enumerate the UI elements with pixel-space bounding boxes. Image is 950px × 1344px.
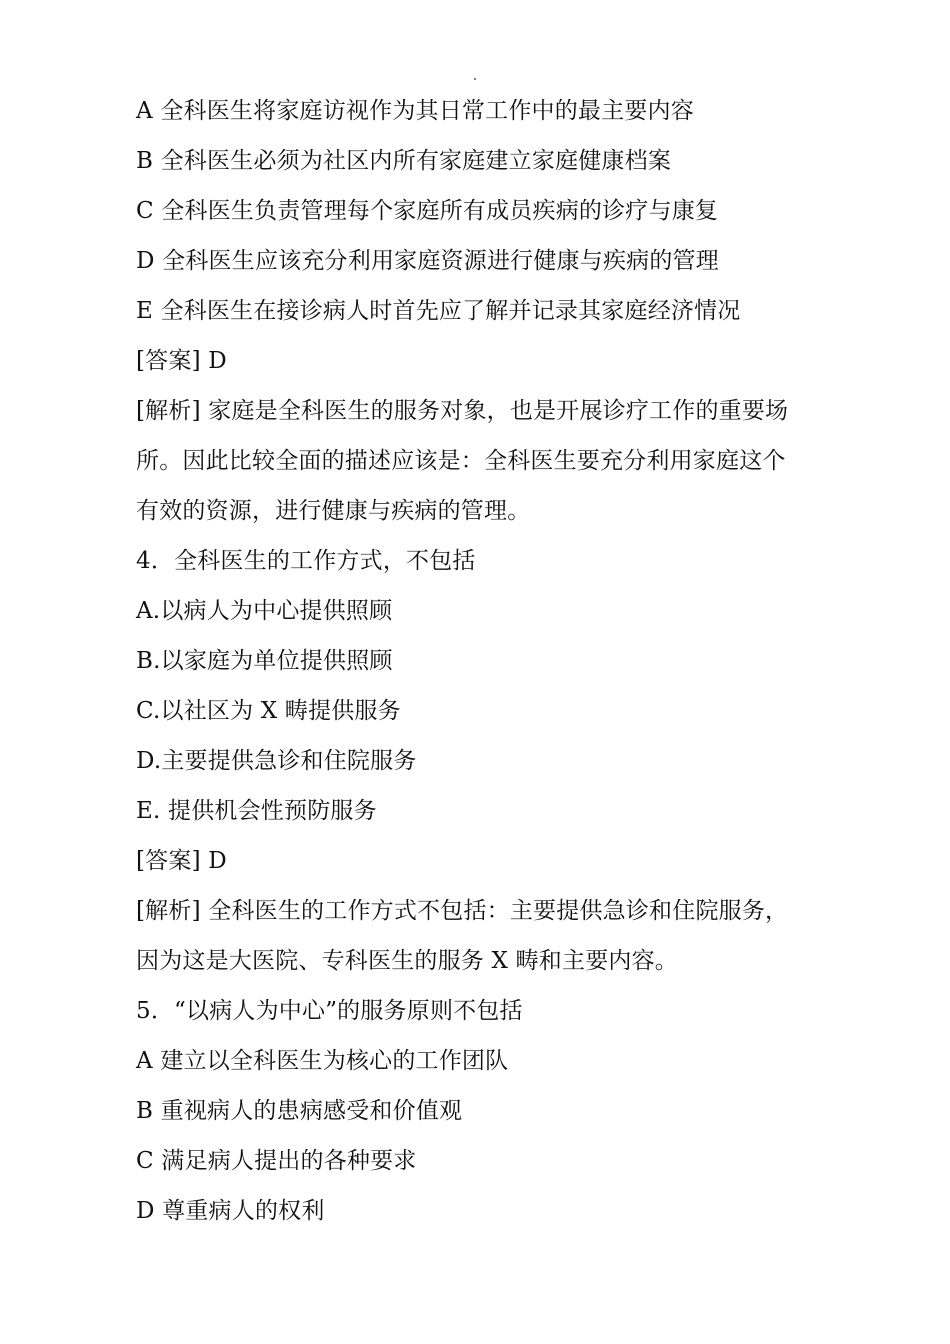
q3-answer: [答案] D <box>136 348 227 374</box>
q4-option-b: B.以家庭为单位提供照顾 <box>136 648 393 674</box>
document-page <box>136 86 826 1236</box>
q3-option-d: D 全科医生应该充分利用家庭资源进行健康与疾病的管理 <box>136 248 719 274</box>
q3-option-a: A 全科医生将家庭访视作为其日常工作中的最主要内容 <box>136 98 694 124</box>
q3-explanation-line-2: 所。因此比较全面的描述应该是：全科医生要充分利用家庭这个 <box>136 448 786 474</box>
q3-option-b: B 全科医生必须为社区内所有家庭建立家庭健康档案 <box>136 148 672 174</box>
q4-explanation-line-1: [解析] 全科医生的工作方式不包括：主要提供急诊和住院服务， <box>136 898 789 924</box>
q3-option-c: C 全科医生负责管理每个家庭所有成员疾病的诊疗与康复 <box>136 198 719 224</box>
q5-option-b: B 重视病人的患病感受和价值观 <box>136 1098 463 1124</box>
q5-option-c: C 满足病人提出的各种要求 <box>136 1148 417 1174</box>
q4-option-a: A.以病人为中心提供照顾 <box>136 598 393 624</box>
header-mark <box>474 78 476 80</box>
q3-explanation-line-1: [解析] 家庭是全科医生的服务对象，也是开展诊疗工作的重要场 <box>136 398 789 424</box>
q5-question: 5．“以病人为中心”的服务原则不包括 <box>136 998 523 1024</box>
q4-question: 4．全科医生的工作方式，不包括 <box>136 548 476 574</box>
q4-option-c: C.以社区为 X 畴提供服务 <box>136 698 401 724</box>
q5-option-d: D 尊重病人的权利 <box>136 1198 325 1224</box>
q4-option-e: E. 提供机会性预防服务 <box>136 798 377 824</box>
q4-option-d: D.主要提供急诊和住院服务 <box>136 748 417 774</box>
q3-option-e: E 全科医生在接诊病人时首先应了解并记录其家庭经济情况 <box>136 298 741 324</box>
q4-answer: [答案] D <box>136 848 227 874</box>
q5-option-a: A 建立以全科医生为核心的工作团队 <box>136 1048 509 1074</box>
q3-explanation-line-3: 有效的资源，进行健康与疾病的管理。 <box>136 498 531 524</box>
q4-explanation-line-2: 因为这是大医院、专科医生的服务 X 畴和主要内容。 <box>136 948 678 974</box>
